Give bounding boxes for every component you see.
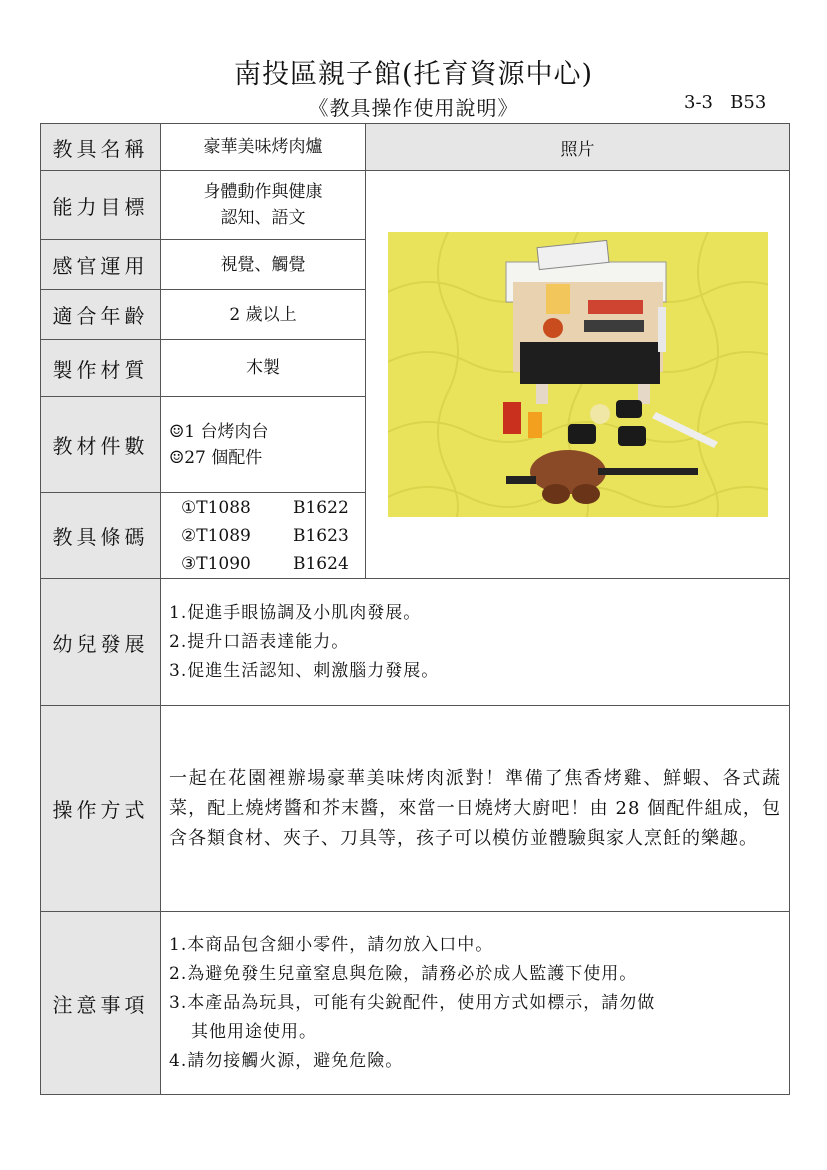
note-item: 2.為避免發生兒童窒息與危險，請務必於成人監護下使用。 bbox=[169, 963, 638, 984]
notes-value bbox=[161, 912, 790, 1095]
barcode-id: ②T1089 bbox=[181, 525, 251, 546]
document-subtitle: 《教具操作使用說明》 bbox=[308, 96, 519, 120]
ability-value bbox=[161, 171, 366, 240]
photo-header: 照片 bbox=[366, 124, 790, 171]
photo-cell bbox=[366, 171, 790, 579]
barcode-label: 教具條碼 bbox=[41, 493, 161, 579]
note-item: 1.本商品包含細小零件，請勿放入口中。 bbox=[169, 934, 494, 955]
parts-line: ☺27 個配件 bbox=[169, 447, 263, 468]
ability-label: 能力目標 bbox=[41, 171, 161, 240]
barcode-row bbox=[181, 494, 365, 522]
notes-label: 注意事項 bbox=[41, 912, 161, 1095]
sense-value: 視覺、觸覺 bbox=[161, 240, 366, 290]
barcode-value bbox=[161, 493, 366, 579]
barcode-code: B1623 bbox=[293, 525, 349, 546]
note-item: 4.請勿接觸火源，避免危險。 bbox=[169, 1050, 404, 1071]
age-label: 適合年齡 bbox=[41, 290, 161, 340]
material-value: 木製 bbox=[161, 340, 366, 397]
parts-line: ☺1 台烤肉台 bbox=[169, 421, 269, 442]
product-photo bbox=[388, 232, 768, 517]
operation-label: 操作方式 bbox=[41, 706, 161, 912]
barcode-id: ③T1090 bbox=[181, 553, 251, 574]
development-item: 2.提升口語表達能力。 bbox=[169, 631, 350, 652]
document-code: 3-3 B53 bbox=[684, 92, 767, 113]
barcode-row bbox=[181, 550, 365, 578]
operation-value: 一起在花園裡辦場豪華美味烤肉派對！準備了焦香烤雞、鮮蝦、各式蔬菜，配上燒烤醬和芥末醬，來當一日燒烤大廚吧！由 28 個配件組成，包含各類食材、夾子、刀具等，孩子可以模仿並體驗與家人烹飪的樂趣。 bbox=[161, 706, 790, 912]
instruction-table bbox=[40, 123, 790, 1095]
material-label: 製作材質 bbox=[41, 340, 161, 397]
age-value: 2 歲以上 bbox=[161, 290, 366, 340]
barcode-id: ①T1088 bbox=[181, 497, 251, 518]
development-item: 1.促進手眼協調及小肌肉發展。 bbox=[169, 602, 422, 623]
note-item-continued: 其他用途使用。 bbox=[191, 1021, 317, 1042]
name-label: 教具名稱 bbox=[41, 124, 161, 171]
sense-label: 感官運用 bbox=[41, 240, 161, 290]
barcode-code: B1624 bbox=[293, 553, 349, 574]
document-title: 南投區親子館(托育資源中心) bbox=[233, 59, 594, 90]
development-value bbox=[161, 579, 790, 706]
barcode-row bbox=[181, 522, 365, 550]
parts-label: 教材件數 bbox=[41, 397, 161, 493]
note-item: 3.本產品為玩具，可能有尖銳配件，使用方式如標示，請勿做 bbox=[169, 992, 656, 1013]
parts-value bbox=[161, 397, 366, 493]
development-item: 3.促進生活認知、刺激腦力發展。 bbox=[169, 660, 440, 681]
name-value: 豪華美味烤肉爐 bbox=[161, 124, 366, 171]
ability-line: 認知、語文 bbox=[220, 208, 306, 228]
barcode-code: B1622 bbox=[293, 497, 349, 518]
development-label: 幼兒發展 bbox=[41, 579, 161, 706]
ability-line: 身體動作與健康 bbox=[203, 182, 323, 202]
